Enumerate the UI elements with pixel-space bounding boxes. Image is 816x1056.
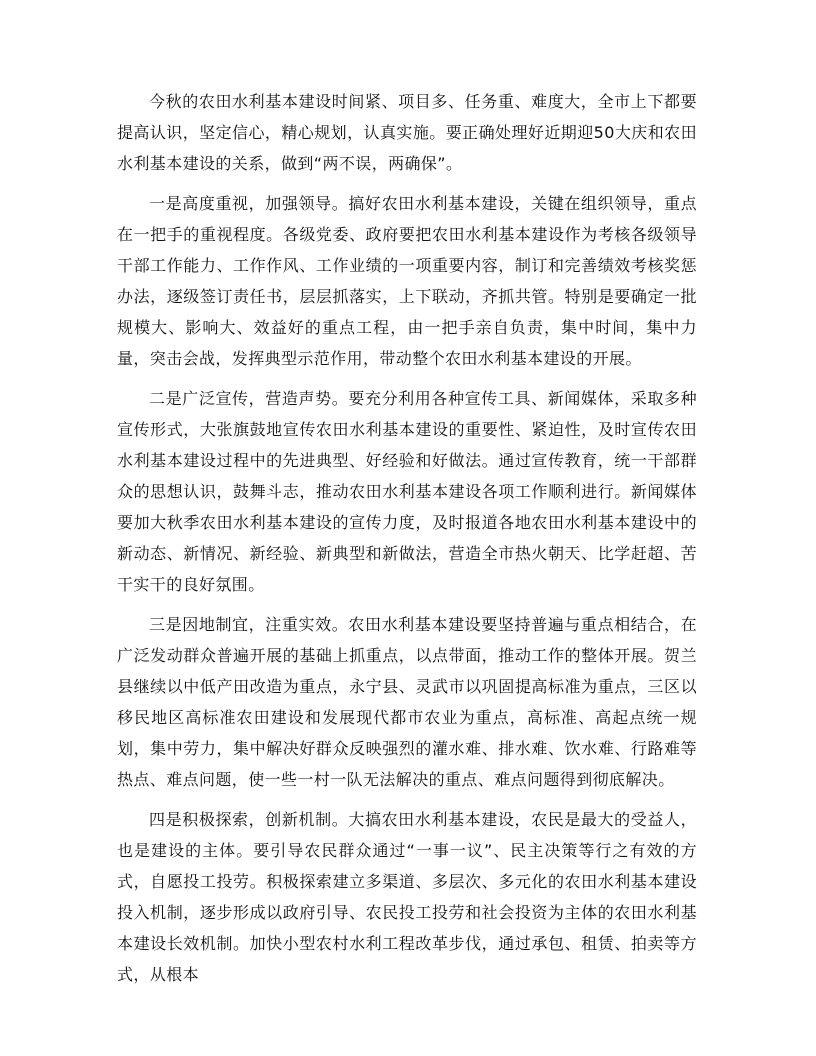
paragraph-point-one: 一是高度重视，加强领导。搞好农田水利基本建设，关键在组织领导，重点在一把手的重视程度。各级党委、政府要把农田水利基本建设作为考核各级领导干部工作能力、工作作风、工作业绩的一项重要内容，制订和完善绩效考核奖惩办法，逐级签订责任书，层层抓落实，上下联动，齐抓共管。特别是要确定一批规模大、影响大、效益好的重点工程，由一把手亲自负责，集中时间，集中力量，突击会战，发挥典型示范作用，带动整个农田水利基本建设的开展。: [117, 194, 697, 368]
paragraph-point-four: 四是积极探索，创新机制。大搞农田水利基本建设，农民是最大的受益人，也是建设的主体。要引导农民群众通过“一事一议”、民主决策等行之有效的方式，自愿投工投劳。积极探索建立多渠道、多层次、多元化的农田水利基本建设投入机制，逐步形成以政府引导、农民投工投劳和社会投资为主体的农田水利基本建设长效机制。加快小型农村水利工程改革步伐，通过承包、租赁、拍卖等方式，从根本: [117, 810, 697, 984]
paragraph-point-two: 二是广泛宣传，营造声势。要充分利用各种宣传工具、新闻媒体，采取多种宣传形式，大张旗鼓地宣传农田水利基本建设的重要性、紧迫性，及时宣传农田水利基本建设过程中的先进典型、好经验和好做法。通过宣传教育，统一干部群众的思想认识，鼓舞斗志，推动农田水利基本建设各项工作顺利进行。新闻媒体要加大秋季农田水利基本建设的宣传力度，及时报道各地农田水利基本建设中的新动态、新情况、新经验、新典型和新做法，营造全市热火朝天、比学赶超、苦干实干的良好氛围。: [117, 389, 697, 594]
paragraph-intro: 今秋的农田水利基本建设时间紧、项目多、任务重、难度大，全市上下都要提高认识，坚定信心，精心规划，认真实施。要正确处理好近期迎50大庆和农田水利基本建设的关系，做到“两不误，两确保”。: [117, 92, 697, 173]
document-body: [117, 86, 697, 999]
paragraph-point-three: 三是因地制宜，注重实效。农田水利基本建设要坚持普遍与重点相结合，在广泛发动群众普遍开展的基础上抓重点，以点带面，推动工作的整体开展。贺兰县继续以中低产田改造为重点，永宁县、灵武市以巩固提高标准为重点，三区以移民地区高标准农田建设和发展现代都市农业为重点，高标准、高起点统一规划，集中劳力，集中解决好群众反映强烈的灌水难、排水难、饮水难、行路难等热点、难点问题，使一些一村一队无法解决的重点、难点问题得到彻底解决。: [117, 615, 697, 789]
